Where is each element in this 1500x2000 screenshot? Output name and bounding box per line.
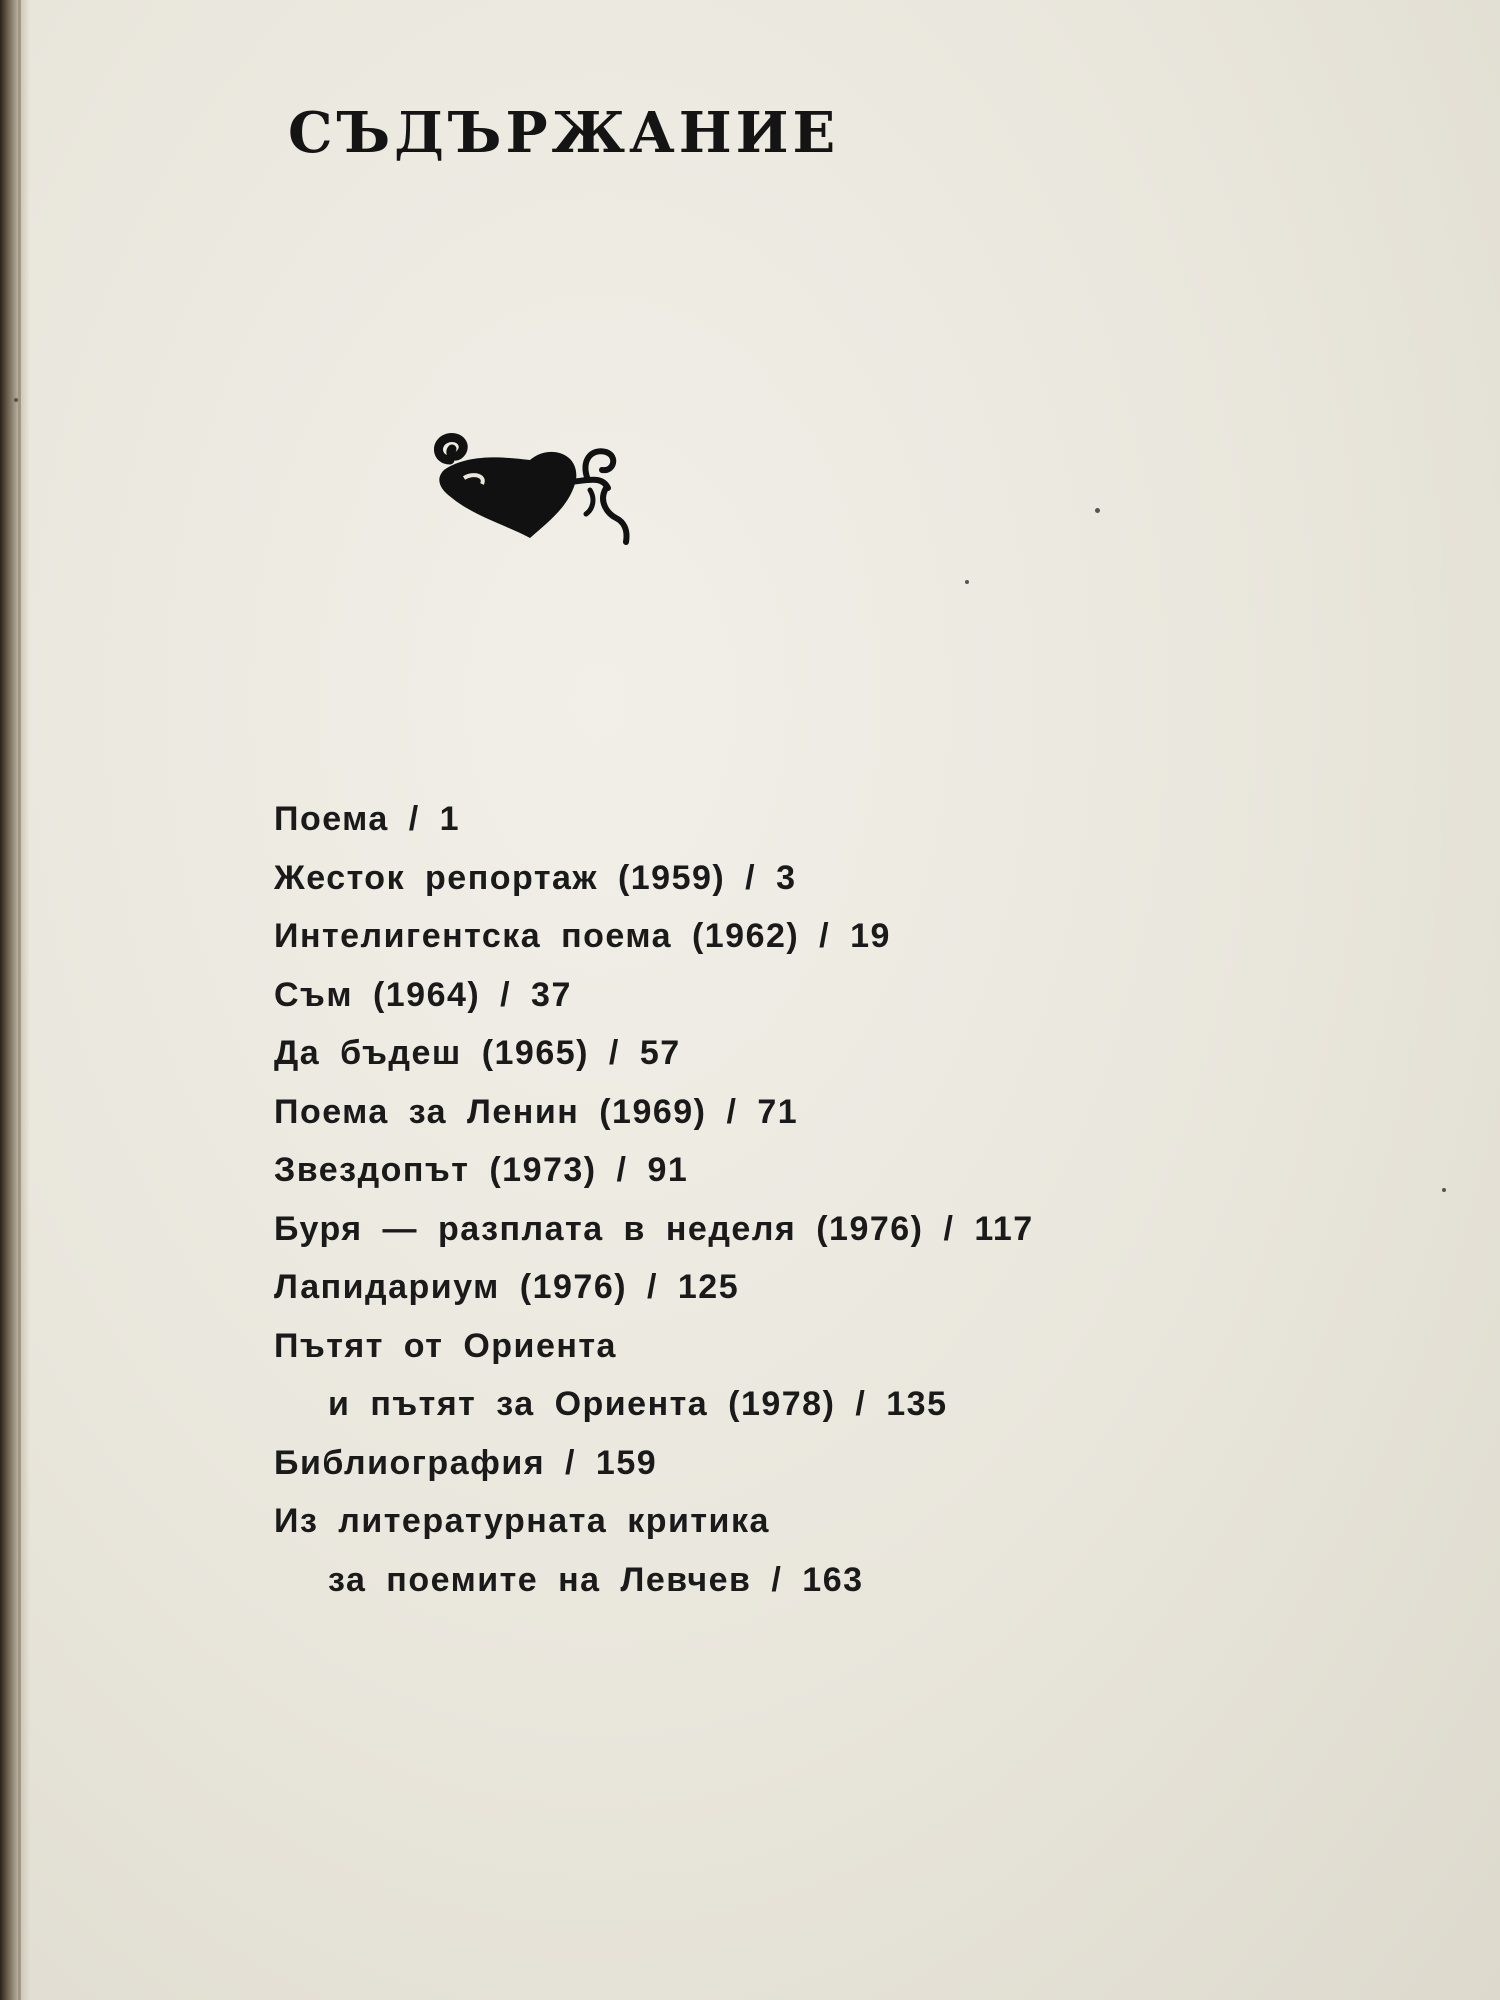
paper-speck	[1442, 1188, 1446, 1192]
toc-entry: Библиография / 159	[274, 1443, 658, 1482]
toc-entry: Лапидариум (1976) / 125	[274, 1268, 740, 1306]
toc-entry-continuation: и пътят за Ориента (1978) / 135	[328, 1385, 948, 1423]
vine-leaf-ornament-icon	[430, 430, 640, 550]
toc-entry: Из литературната критика	[274, 1502, 770, 1540]
toc-entry: Интелигентска поема (1962) / 19	[274, 917, 891, 955]
toc-entry: Поема / 1	[274, 800, 461, 838]
book-binding-shadow	[0, 0, 30, 2000]
book-binding-edge	[18, 0, 21, 2000]
page-title: СЪДЪРЖАНИЕ	[288, 100, 840, 166]
toc-entry: Звездопът (1973) / 91	[274, 1151, 689, 1189]
table-of-contents	[274, 790, 1174, 1609]
toc-entry: Да бъдеш (1965) / 57	[274, 1034, 681, 1072]
paper-speck	[14, 398, 18, 402]
toc-entry: Съм (1964) / 37	[274, 975, 572, 1014]
toc-entry: Жесток репортаж (1959) / 3	[274, 858, 797, 897]
toc-entry: Поема за Ленин (1969) / 71	[274, 1092, 799, 1131]
toc-entry: Буря — разплата в неделя (1976) / 117	[274, 1209, 1034, 1248]
toc-entry: Пътят от Ориента	[274, 1326, 617, 1365]
paper-speck	[1095, 508, 1100, 513]
toc-entry-continuation: за поемите на Левчев / 163	[328, 1560, 864, 1599]
paper-speck	[965, 580, 969, 584]
